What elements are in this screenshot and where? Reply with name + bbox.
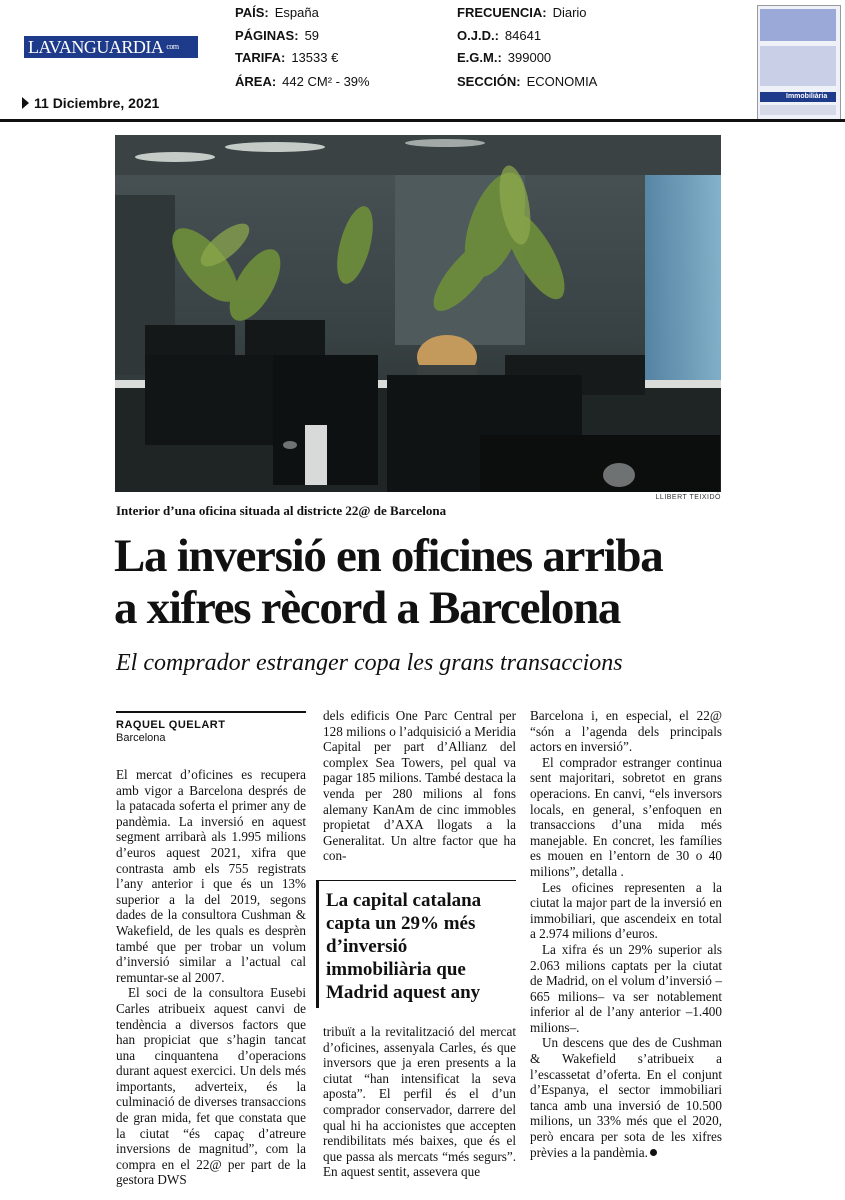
article-column-3: [530, 708, 722, 1160]
headline-line-2: a xifres rècord a Barcelona: [114, 582, 621, 634]
play-arrow-icon: [22, 97, 29, 109]
end-of-article-icon: [650, 1149, 657, 1156]
thumbnail-text-block: [760, 46, 836, 86]
paragraph: El mercat d’oficines es recupera amb vigor a Barcelona després de la patacada soferta el primer any de pandèmia. La inversió en aquest segment arribarà als 1.995 milions d’euros aquest 2021, xifra que contrasta amb els 755 registrats l’any anterior i que és un 13% superior a la del 2019, segons dades de la consultora Cushman & Wakefield, de les quals es desprèn també que per trobar un volum d’inversió similar a l’actual cal remuntar-se al 2007.: [116, 767, 306, 985]
paragraph: Barcelona i, en especial, el 22@ “són a l’agenda dels principals actors en inversió”.: [530, 708, 722, 755]
meta-pages: PÁGINAS: 59: [235, 28, 320, 43]
meta-rate: TARIFA: 13533 €: [235, 50, 339, 65]
article-column-2-bottom: [323, 1024, 516, 1180]
byline-rule: [116, 711, 306, 713]
paragraph: tribuït a la revitalització del mercat d’oficines, assenyala Carles, és que inversors que ja eren presents a la ciutat “han intensificat la seva aposta”. El perfil és el d’un comprador conservador, darrere del qual hi ha accionistes que accepten rendibilitats més baixes, que és el que passa als mercats “més segurs”. En aquest sentit, assevera que: [323, 1024, 516, 1180]
paragraph: dels edificis One Parc Central per 128 milions o l’adquisició a Meridia Capital per part d’Allianz del complex Sea Towers, pel qual va pagar 185 milions. També destaca la venda per 280 milions al fons alemany KanAm de cinc immobles propietat d’AXA llogats a la Generalitat. Un altre factor que ha con-: [323, 708, 516, 864]
thumbnail-footer: [760, 105, 836, 115]
page-thumbnail[interactable]: [757, 5, 841, 120]
office-photo: [115, 135, 721, 492]
header-divider: [0, 119, 845, 122]
meta-area: ÁREA: 442 CM² - 39%: [235, 74, 370, 89]
paragraph: El soci de la consultora Eusebi Carles atribueix aquest canvi de tendència a diversos factors que han propiciat que s’hagin tancat una cinquantena d’operacions durant aquest exercici. Un dels més importants, adverteix, és la culminació de diverses transaccions de gran mida, fet que constata que la ciutat “és capaç d’atreure inversions de magnitud”, com la compra en el 22@ per part de la gestora DWS: [116, 985, 306, 1188]
paragraph-last: Un descens que des de Cushman & Wakefield s’atribueix a l’escassetat d’oferta. En el conjunt d’Espanya, el sector immobiliari tanca amb una inversió de 10.500 milions, un 33% més que el 2020, però encara per sota de les xifres prèvies a la pandèmia.: [530, 1035, 722, 1160]
pull-quote-text: La capital catalana capta un 29% més d’inversió immobiliària que Madrid aquest any: [326, 890, 482, 1003]
logo-suffix: com: [166, 42, 179, 51]
paragraph: La xifra és un 29% superior als 2.063 milions captats per la ciutat de Madrid, on el volum d’inversió –665 milions– va ser notablement inferior al de l’any anterior –1.400 milions–.: [530, 941, 722, 1035]
author-name: RAQUEL QUELART: [116, 719, 226, 731]
meta-frequency: FRECUENCIA: Diario: [457, 5, 587, 20]
thumbnail-banner: Immobiliària: [760, 92, 836, 102]
meta-country: PAÍS: España: [235, 5, 319, 20]
article-column-2-top: [323, 708, 516, 864]
publication-date: 11 Diciembre, 2021: [22, 95, 159, 111]
photo-caption: Interior d’una oficina situada al districte 22@ de Barcelona: [116, 503, 447, 518]
headline: [114, 530, 754, 634]
meta-ojd: O.J.D.: 84641: [457, 28, 542, 43]
paragraph: Les oficines representen a la ciutat la major part de la inversió en immobiliari, que ascendeix en total a 2.974 milions d’euros.: [530, 879, 722, 942]
logo-text: LAVANGUARDIA: [28, 37, 164, 57]
article-column-1: [116, 767, 306, 1188]
subheadline: El comprador estranger copa les grans transaccions: [116, 650, 623, 676]
pull-quote: [316, 880, 516, 1008]
meta-section: SECCIÓN: ECONOMIA: [457, 74, 598, 89]
thumbnail-photo: [760, 9, 836, 41]
photo-credit: LLIBERT TEIXIDÓ: [655, 494, 721, 501]
newspaper-logo: [24, 36, 198, 58]
meta-egm: E.G.M.: 399000: [457, 50, 552, 65]
paragraph: El comprador estranger continua sent majoritari, sobretot en grans operacions. En canvi, “els inversors locals, en general, s’enfoquen en transaccions d’una mida més manejable. En concret, les famílies es mouen en l’entorn de 30 o 40 milions”, detalla .: [530, 754, 722, 879]
author-location: Barcelona: [116, 732, 166, 744]
headline-line-1: La inversió en oficines arriba: [114, 530, 663, 582]
